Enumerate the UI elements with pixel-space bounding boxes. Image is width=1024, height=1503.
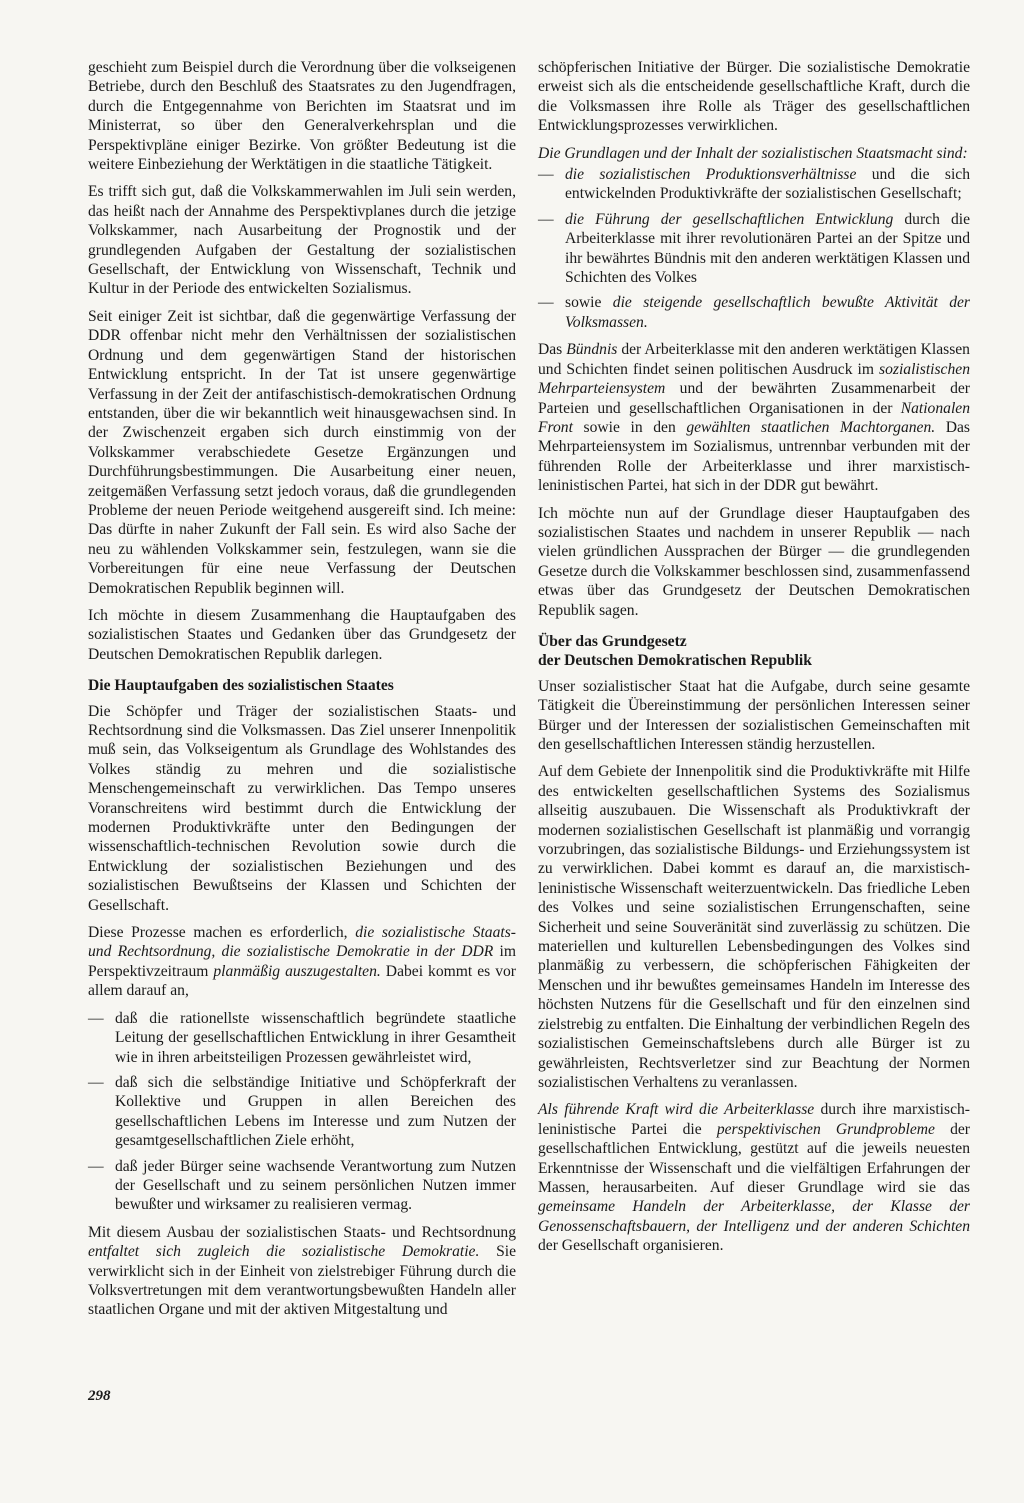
dash-list xyxy=(88,1009,516,1215)
text-run: der Gesellschaft organisieren. xyxy=(538,1237,724,1255)
dash-bullet: — xyxy=(538,294,554,312)
paragraph: Seit einiger Zeit ist sichtbar, daß die gegenwärtige Verfassung der DDR offenbar nicht mehr den Verhältnissen der sozialistischen Ordnung und dem gegenwärtigen Stand der historischen Entwicklung entspricht. In der Tat ist unsere gegenwärtige Verfassung in der Zeit der antifaschistisch-demokratischen Ordnung entstanden, über die wir bekanntlich weit hinausgewachsen sind. In der Zwischenzeit ergaben sich durch einstimmig von der Volkskammer verabschiedete Gesetze Ergänzungen und Durchführungsbestimmungen. Die Ausarbeitung einer neuen, zeitgemäßen Verfassung setzt jedoch voraus, daß die grundlegenden Probleme der neuen Periode weitgehend ausgereift sind. Ich meine: Das dürfte in naher Zukunft der Fall sein. Es wird also Sache der neu zu wählenden Volkskammer sein, festzulegen, wann sie die Vorbereitungen für eine neue Verfassung der Deutschen Demokratischen Republik beginnen will. xyxy=(88,307,516,597)
section-heading: Die Hauptaufgaben des sozialistischen Staates xyxy=(88,677,394,695)
emphasis: gewählten staatlichen Machtorganen. xyxy=(686,418,936,436)
dash-bullet: — xyxy=(88,1009,104,1027)
paragraph xyxy=(538,340,970,495)
emphasis: Bündnis xyxy=(566,341,618,359)
text-run: der Arbeiterklasse mit den anderen werktätigen Klassen und Schichten findet seinen politischen Ausdruck im xyxy=(538,341,970,378)
emphasis: planmäßig auszugestalten. xyxy=(213,962,381,980)
list-item-text: durch die Arbeiterklasse mit ihrer revolutionären Partei an der Spitze und ihr bewährtes Bündnis mit den anderen werktätigen Klassen und Schichten des Volkes xyxy=(565,210,970,287)
text-run: Sie verwirklicht sich in der Einheit von zielstrebiger Führung durch die Volksvertretungen mit dem verantwortungsbewußten Handeln aller staatlichen Organe und mit der aktiven Mitgestaltung und xyxy=(88,1243,516,1319)
list-item xyxy=(538,293,970,332)
text-run: durch ihre marxistisch-leninistische Partei die xyxy=(538,1101,970,1138)
left-column xyxy=(88,58,516,1328)
section-heading-line: der Deutschen Demokratischen Republik xyxy=(538,652,812,670)
text-run: der gesellschaftlichen Entwicklung, gestützt auf die jeweils neuesten Erkenntnisse der Wissenschaft und die vielfältigen Erfahrungen der Massen, herausarbeiten. Auf dieser Grundlage wird sie das xyxy=(538,1120,970,1196)
section-heading xyxy=(538,632,970,671)
emphasis: Nationalen Front xyxy=(538,399,970,436)
paragraph: Unser sozialistischer Staat hat die Aufgabe, durch seine gesamte Tätigkeit die Übereinstimmung der persönlichen Interessen seiner Bürger und der Interessen der sozialistischen Gemeinschaften mit den gesellschaftlichen Interessen ständig herzustellen. xyxy=(538,677,970,753)
text-run: im Perspektivzeitraum xyxy=(88,943,516,980)
list-item xyxy=(538,165,970,204)
list-item xyxy=(88,1073,516,1151)
emphasis: die Führung der gesellschaftlichen Entwicklung xyxy=(565,210,894,228)
list-item-text: daß jeder Bürger seine wachsende Verantwortung zum Nutzen der Gesellschaft und zu seinem persönlichen Nutzen immer bewußter und wirksamer zu realisieren vermag. xyxy=(115,1157,516,1214)
paragraph xyxy=(88,923,516,1001)
paragraph xyxy=(88,1223,516,1320)
paragraph xyxy=(538,1100,970,1255)
emphasis: die sozialistischen Produktionsverhältnisse xyxy=(565,166,857,184)
list-item xyxy=(88,1157,516,1215)
text-run: Dabei kommt es vor allem darauf an, xyxy=(88,962,516,1000)
paragraph: Ich möchte in diesem Zusammenhang die Hauptaufgaben des sozialistischen Staates und Gedanken über das Grundgesetz der Deutschen Demokratischen Republik darlegen. xyxy=(88,606,516,663)
dash-list xyxy=(538,165,970,332)
paragraph: Die Schöpfer und Träger der sozialistischen Staats- und Rechtsordnung sind die Volksmassen. Das Ziel unserer Innenpolitik muß sein, das Volkseigentum als Grundlage des Wohlstandes des Volkes ständig zu mehren und die sozialistische Menschengemeinschaft zu verwirklichen. Das Tempo unseres Voranschreitens wird bestimmt durch die Entwicklung der modernen Produktivkräfte unter den Bedingungen der wissenschaftlich-technischen Revolution sowie durch die Entwicklung der sozialistischen Beziehungen und des sozialistischen Bewußtseins der Klassen und Schichten der Gesellschaft. xyxy=(88,702,516,914)
right-column xyxy=(538,58,970,1264)
text-run: Diese Prozesse machen es erforderlich, xyxy=(88,924,356,942)
text-run: Mit diesem Ausbau der sozialistischen Staats- und Rechtsordnung xyxy=(88,1223,516,1241)
section-heading-line: Über das Grundgesetz xyxy=(538,632,687,650)
emphasis: entfaltet sich zugleich die sozialistische Demokratie. xyxy=(88,1243,480,1261)
dash-bullet: — xyxy=(88,1157,104,1175)
text-run: Das Mehrparteiensystem im Sozialismus, untrennbar verbunden mit der führenden Rolle der Arbeiterklasse und ihrer marxistisch-leninistischen Partei, hat sich in der DDR gut bewährt. xyxy=(538,418,970,495)
emphasis: die sozialistische Staats- und Rechtsordnung, die sozialistische Demokratie in der DDR xyxy=(88,924,516,961)
dash-bullet: — xyxy=(538,210,554,228)
emphasis: die steigende gesellschaftlich bewußte Aktivität der Volksmassen. xyxy=(565,294,971,331)
paragraph: Ich möchte nun auf der Grundlage dieser Hauptaufgaben des sozialistischen Staates und nachdem in unserer Republik — nach vielen gründlichen Aussprachen der Bürger — die grundlegenden Gesetze durch die Volkskammer beschlossen sind, zusammenfassend etwas über das Grundgesetz der Deutschen Demokratischen Republik sagen. xyxy=(538,504,970,619)
list-item xyxy=(538,210,970,288)
paragraph: schöpferischen Initiative der Bürger. Die sozialistische Demokratie erweist sich als die entscheidende gesellschaftliche Kraft, durch die die Volksmassen ihre Rolle als Träger des gesellschaftlichen Entwicklungsprozesses verwirklichen. xyxy=(538,59,970,135)
emphasis: sozialistischen Mehrparteiensystem xyxy=(538,360,970,398)
list-item-text: daß die rationellste wissenschaftlich begründete staatliche Leitung der gesellschaftlichen Entwicklung in ihrer Gesamtheit wie in ihren arbeitsteiligen Prozessen gewährleistet wird, xyxy=(115,1009,516,1066)
emphasis: perspektivischen Grundprobleme xyxy=(716,1120,935,1138)
paragraph: geschieht zum Beispiel durch die Verordnung über die volkseigenen Betriebe, durch den Beschluß des Staatsrates zu den Jugendfragen, durch die Entgegennahme von Berichten im Staatsrat und im Ministerrat, so über den Generalverkehrsplan und die Perspektivpläne einiger Bezirke. Von größter Bedeutung ist die weitere Einbeziehung der Werktätigen in die staatliche Tätigkeit. xyxy=(88,59,516,174)
list-item-text: daß sich die selbständige Initiative und Schöpferkraft der Kollektive und Gruppen in allen Bereichen des gesellschaftlichen Lebens im Interesse und zum Nutzen der gesamtgesellschaftlichen Ziele erhöht, xyxy=(115,1073,516,1150)
dash-bullet: — xyxy=(538,166,554,184)
list-item xyxy=(88,1009,516,1067)
page-number: 298 xyxy=(88,1388,111,1404)
paragraph: Es trifft sich gut, daß die Volkskammerwahlen im Juli sein werden, das heißt nach der Annahme des Perspektivplanes durch die jetzige Volkskammer, nach Ausarbeitung der Prognostik und der grundlegenden Aufgaben der Gestaltung der sozialistischen Gesellschaft, der Entwicklung von Wissenschaft, Technik und Kultur in der Periode des entwickelten Sozialismus. xyxy=(88,183,516,298)
text-run: und der bewährten Zusammenarbeit der Parteien und gesellschaftlichen Organisationen in der xyxy=(538,380,970,417)
emphasis: gemeinsame Handeln der Arbeiterklasse, der Klasse der Genossenschaftsbauern, der Intelligenz und der anderen Schichten xyxy=(538,1198,970,1235)
emphasis: Als führende Kraft wird die Arbeiterklasse xyxy=(538,1101,815,1119)
paragraph: Auf dem Gebiete der Innenpolitik sind die Produktivkräfte mit Hilfe des entwickelten gesellschaftlichen Systems des Sozialismus allseitig auszubauen. Die Wissenschaft als Produktivkraft der modernen sozialistischen Gesellschaft ist planmäßig und vorrangig vorzubringen, das sozialistische Bildungs- und Erziehungssystem ist zu verwirklichen. Dabei kommt es darauf an, die marxistisch-leninistische Wissenschaft weiterzuentwickeln. Das friedliche Leben des Volkes und seine sozialistischen Errungenschaften, seine Sicherheit und seine Souveränität sind zuverlässig zu schützen. Die materiellen und kulturellen Lebensbedingungen des Volkes sind planmäßig zu verbessern, die schöpferischen Fähigkeiten der Menschen und ihr bewußtes gemeinsames Handeln im Interesse des höchsten Nutzens für die Gesellschaft und für den einzelnen sind zielstrebig zu entfalten. Die Einhaltung der verbindlichen Regeln des sozialistischen Gemeinschaftslebens durch alle Bürger ist zu gewährleisten, Rechtsverletzer sind zur Beachtung der Normen sozialistischen Verhaltens zu veranlassen. xyxy=(538,763,970,1091)
list-item-text: und die sich entwickelnden Produktivkräfte der sozialistischen Gesellschaft; xyxy=(565,166,970,203)
text-run: Das xyxy=(538,341,567,359)
dash-bullet: — xyxy=(88,1073,104,1091)
list-item-text: sowie xyxy=(565,294,613,312)
paragraph: Die Grundlagen und der Inhalt der sozialistischen Staatsmacht sind: xyxy=(538,144,968,162)
text-run: sowie in den xyxy=(572,418,687,436)
